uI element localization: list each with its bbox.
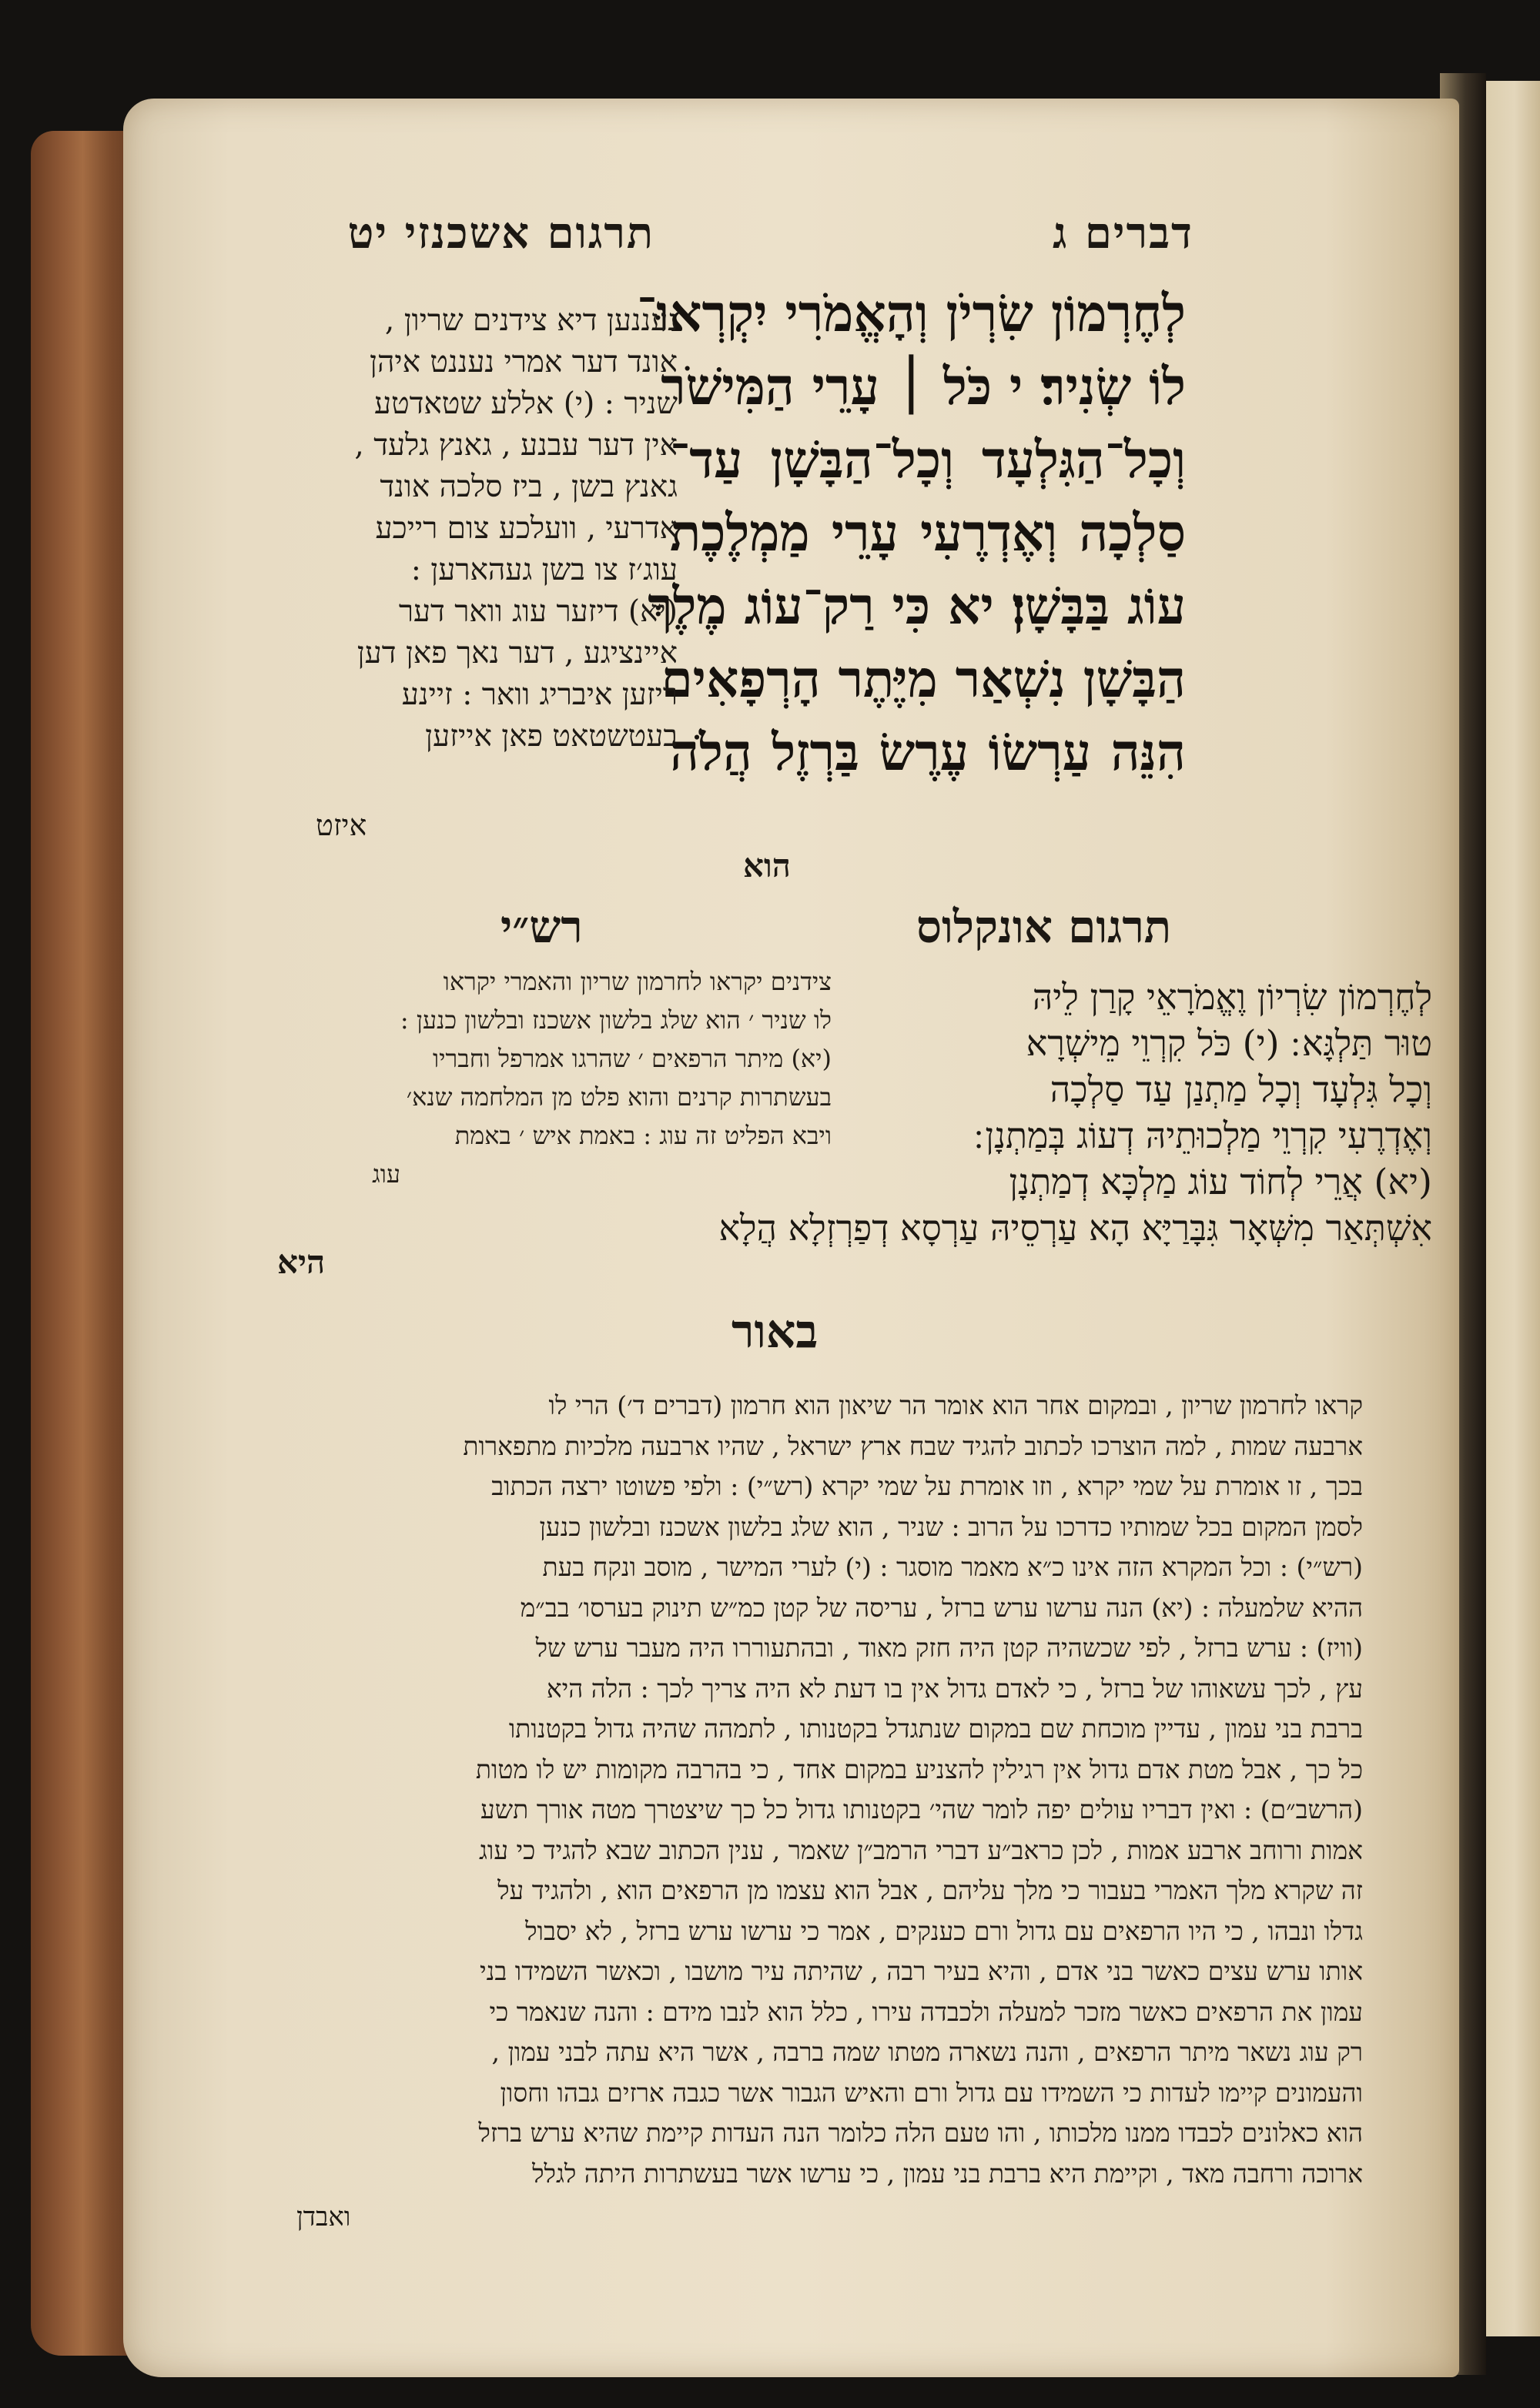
- catchword-bottom: ואבדן: [296, 2202, 351, 2232]
- biur-line: (רש״י) : וכל המקרא הזה אינו כ״א מאמר מוסגר : (י) לערי המישר , מוסב ונקח בעת: [542, 1552, 1363, 1582]
- biur-line: קראו לחרמון שריון , ובמקום אחר הוא אומר הר שיאון הוא חרמון (דברים ד׳) הרי לו: [548, 1390, 1363, 1420]
- verse-line: לְחֶרְמוֹן שִׂרְיֹן וְהָאֱמֹרִי יִקְרְאוּ־: [636, 283, 1186, 343]
- translation-line: איינציגע , דער נאך פאן דען: [357, 636, 678, 671]
- verse-line: הִנֵּה עַרְשׂוֹ עֶרֶשׂ בַּרְזֶל הֲלֹה: [670, 722, 1186, 782]
- biur-line: לסמן המקום בכל שמותיו כדרכו על הרוב : שניר , הוא שלג בלשון אשכנז ובלשון כנען: [539, 1511, 1363, 1542]
- translation-line: גאנץ בשן , ביז סלכה אונד: [380, 470, 678, 504]
- rashi-line: צידנים יקראו לחרמון שריון והאמרי יקראו: [443, 967, 832, 996]
- biur-line: זה שקרא מלך האמרי בעבור כי מלך עליהם , אבל הוא עצמו מן הרפאים הוא , ולהגיד על: [497, 1875, 1363, 1905]
- translation-line: אין דער עבנע , גאנץ גלעד ,: [354, 428, 678, 463]
- onkelos-line: אִשְׁתְּאַר מִשְּׁאָר גִּבָּרַיָּא הָא עַרְסֵיהּ עַרְסָא דְפַרְזְלָא הֲלָא: [718, 1207, 1432, 1249]
- biur-line: עמון את הרפאים כאשר מזכר למעלה ולכבדה עירו , כלל הוא לנבו מידם : והנה שנאמר כי: [489, 1996, 1363, 2027]
- translation-line: ריזען איבריג וואר : זיינע: [401, 677, 678, 712]
- translation-line: עוג׳ז צו בשן געהארען :: [410, 553, 678, 587]
- onkelos-line: וְאֶדְרֶעִי קִרְוֵי מַלְכוּתֵיהּ דְעוֹג בְּמַתְנָן ׃: [973, 1115, 1432, 1156]
- running-header-left: תרגום אשכנזי יט: [347, 208, 654, 259]
- biur-line: והעמונים קיימו לעדות כי השמידו עם גדול ורם והאיש הגבור אשר כגבה ארזים גבהו וחסון: [500, 2077, 1363, 2108]
- onkelos-line: וְכָל גִּלְעָד וְכָל מַתְנַן עַד סַלְכָה: [1050, 1069, 1432, 1110]
- verse-line: סַלְכָה וְאֶדְרֶעִי עָרֵי מַמְלֶכֶת: [670, 503, 1186, 563]
- biur-line: אמות ורוחב ארבע אמות , לכן כראב״ע דברי הרמב״ן שאמר , ענין הכתוב שבא להגיד כי עוג: [479, 1834, 1363, 1865]
- translation-line: נעננען דיא צידנים שריון ,: [384, 303, 678, 338]
- onkelos-line: (יא) אֲרֵי לְחוֹד עוֹג מַלְכָּא דְמַתְנָן: [1009, 1161, 1432, 1202]
- onkelos-line: לְחֶרְמוֹן שִׂרְיוֹן וֶאֱמֹרָאֵי קָרַן לֵיהּ: [1032, 976, 1432, 1018]
- rashi-line: ויבא הפליט זה עוג : באמת איש ׳ באמת: [454, 1121, 832, 1150]
- rashi-line: (יא) מיתר הרפאים ׳ שהרגו אמרפל וחבריו: [432, 1044, 832, 1073]
- verse-line: הַבָּשָׁן נִשְׁאַר מִיֶּתֶר הָרְפָאִים: [661, 649, 1186, 709]
- biur-line: עץ , לכך עשאוהו של ברזל , כי לאדם גדול אין בו דעת לא היה צריך לכך : הלה היא: [546, 1673, 1363, 1704]
- verse-line: וְכָל־הַגִּלְעָד וְכָל־הַבָּשָׁן עַד־: [670, 430, 1186, 490]
- onkelos-block: [718, 974, 1432, 1251]
- biur-commentary-block: [231, 1386, 1363, 2194]
- biur-line: גדלו ונבהו , כי היו הרפאים עם גדול ורם כענקים , אמר כי ערשו ערש ברזל , לא יסבול: [525, 1915, 1363, 1946]
- main-verse-block: [636, 277, 1186, 789]
- translation-line: בעטשטאט פאן אייזען: [425, 719, 678, 754]
- biur-line: רק עוג נשאר מיתר הרפאים , והנה נשארה מטתו שמה ברבה , אשר היא עתה לבני עמון ,: [491, 2037, 1363, 2067]
- catchword-translation: איזט: [316, 808, 367, 842]
- catchword-main: הוא: [743, 847, 791, 885]
- translation-line: שניר : (י) אללע שטאדטע: [374, 386, 678, 421]
- biur-line: הוא כאלונים לכבדו ממנו מלכותו , והו טעם הלה כלומר הנה העדות קיימת שהיא ערש ברזל: [478, 2118, 1363, 2148]
- catchword-onkelos: היא: [277, 1243, 326, 1281]
- rashi-line: בעשתרות קרנים והוא פלט מן המלחמה שנא׳: [406, 1082, 832, 1112]
- biur-line: ההיא שלמעלה : (יא) הנה ערשו ערש ברזל , עריסה של קטן כמ״ש תינוק בערסו׳ בב״מ: [520, 1592, 1363, 1623]
- translation-line: (יא) דיזער עוג וואר דער: [398, 594, 678, 629]
- translation-line: אדרעי , וועלכע צום רייכע: [375, 511, 678, 546]
- biur-line: (וויז) : ערש ברזל , לפי שכשהיה קטן היה חזק מאוד , ובהתעוררו היה מעבר ערש של: [535, 1633, 1363, 1663]
- verse-line: עוֹג בַּבָּשָׁן׃ יא כִּי רַק־עוֹג מֶלֶךְ: [648, 576, 1186, 636]
- biur-line: ברבת בני עמון , עדיין מוכחת שם במקום שנתגדל בקטנותו , לתמהה שהיה גדול בקטנותו: [508, 1714, 1363, 1744]
- biur-title: באור: [732, 1305, 819, 1359]
- rashi-catchword: עוג: [372, 1159, 400, 1189]
- biur-line: ארבעה שמות , למה הוצרכו לכתוב להגיד שבח ארץ ישראל , שהיו ארבעה מלכיות מתפארות: [463, 1430, 1363, 1461]
- german-translation-column: [250, 300, 678, 758]
- biur-line: ארוכה ורחבה מאד , וקיימת היא ברבת בני עמון , כי ערשו אשר בעשתרות היתה לגלל: [532, 2158, 1363, 2189]
- onkelos-line: טוּר תַּלְגָּא ׃ (י) כֹּל קִרְוֵי מֵישְׁרָא: [1026, 1022, 1432, 1064]
- rashi-title: רש״י: [500, 901, 583, 953]
- verse-line: לוֹ שְׂנִיר׃ י כֹּל ׀ עָרֵי הַמִּישֹׁר: [661, 356, 1186, 416]
- biur-line: (הרשב״ם) : ואין דבריו עולים יפה לומר שהי׳ בקטנותו גדול כל כך שיצטרך מטה אורך תשע: [480, 1794, 1363, 1824]
- biur-line: אותו ערש עצים כאשר בני אדם , והיא בעיר רבה , שהיתה עיר מושבו , וכאשר השמידו בני: [479, 1956, 1363, 1986]
- running-header-right: דברים ג: [1052, 208, 1194, 259]
- biur-line: כל כך , אבל מטת אדם גדול אין רגילין להצניע במקום אחד , כי בהרבה מקומות יש לו מטות: [475, 1754, 1363, 1784]
- rashi-block: [246, 962, 832, 1193]
- onkelos-title: תרגום אונקלוס: [916, 901, 1172, 953]
- biur-line: בכך , זו אומרת על שמי יקרא , וזו אומרת על שמי יקרא (רש״י) : ולפי פשוטו ירצה הכתוב: [491, 1471, 1363, 1501]
- rashi-line: לו שניר ׳ הוא שלג בלשון אשכנז ובלשון כנען :: [400, 1005, 832, 1035]
- translation-line: אונד דער אמרי נעננט איהן: [370, 345, 678, 380]
